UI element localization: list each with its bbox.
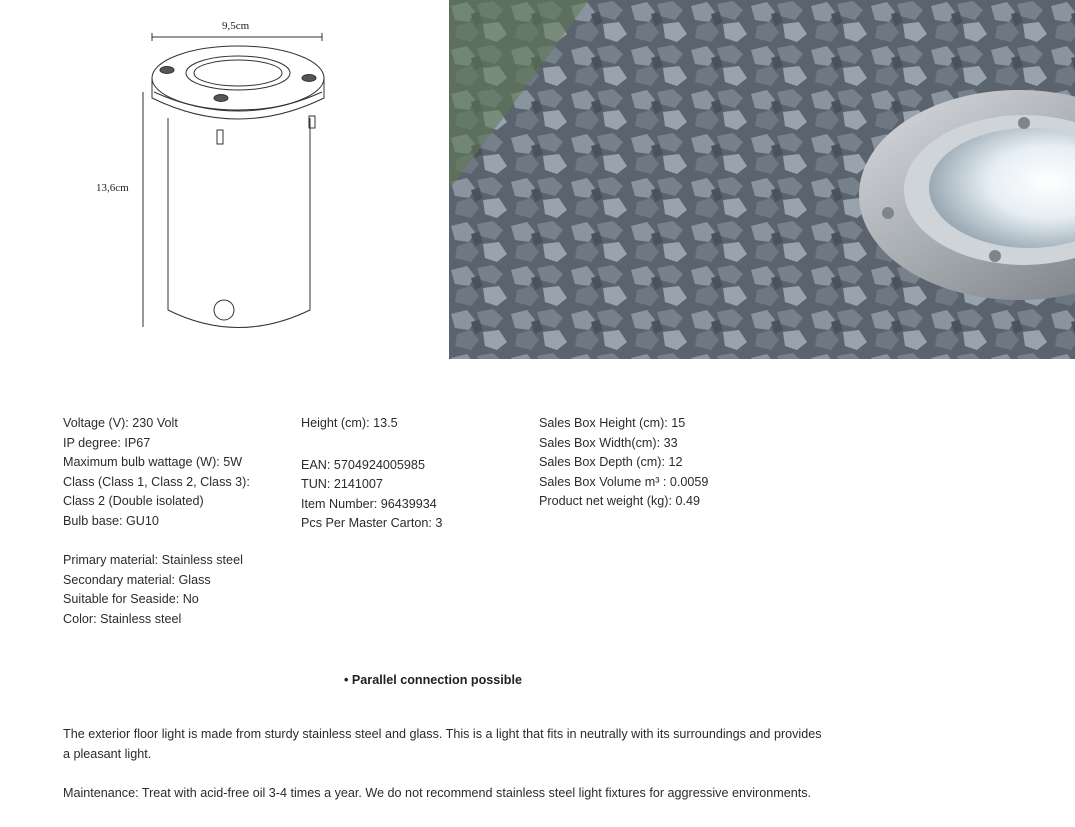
spec-box-volume: Sales Box Volume m³ : 0.0059 (539, 474, 709, 489)
maintenance-paragraph: Maintenance: Treat with acid-free oil 3-4 times a year. We do not recommend stainless steel light fixtures for aggressive environments. (63, 786, 812, 800)
product-photo (449, 0, 1075, 359)
spec-box-width: Sales Box Width(cm): 33 (539, 435, 678, 450)
spec-color: Color: Stainless steel (63, 611, 182, 626)
width-dimension-label: 9,5cm (222, 20, 250, 32)
spec-tun: TUN: 2141007 (301, 477, 383, 492)
spec-bulb-base: Bulb base: GU10 (63, 513, 159, 528)
spec-class-value: Class 2 (Double isolated) (63, 494, 204, 509)
spec-primary-material: Primary material: Stainless steel (63, 553, 243, 568)
spec-class-label: Class (Class 1, Class 2, Class 3): (63, 474, 250, 489)
specs-column-3 (539, 414, 708, 512)
specs-column-2 (301, 414, 442, 534)
spec-max-wattage: Maximum bulb wattage (W): 5W (63, 455, 243, 470)
spec-item-number: Item Number: 96439934 (301, 496, 437, 511)
spec-box-height: Sales Box Height (cm): 15 (539, 416, 686, 430)
lamp-outline-drawing (0, 0, 449, 359)
description-paragraph: The exterior floor light is made from sturdy stainless steel and glass. This is a light that fits in neutrally with its surroundings and provides a pleasant light. (63, 727, 822, 761)
feature-bullet: • Parallel connection possible (344, 673, 522, 687)
ground-light-in-gravel-image (449, 0, 1075, 359)
specs-column-1 (63, 414, 250, 630)
spec-height: Height (cm): 13.5 (301, 416, 398, 430)
spec-voltage: Voltage (V): 230 Volt (63, 416, 178, 430)
technical-drawing (0, 0, 449, 359)
spec-ean: EAN: 5704924005985 (301, 457, 425, 472)
spec-seaside: Suitable for Seaside: No (63, 592, 199, 607)
height-dimension-label: 13,6cm (96, 182, 129, 194)
spec-secondary-material: Secondary material: Glass (63, 572, 211, 587)
spec-net-weight: Product net weight (kg): 0.49 (539, 494, 701, 509)
spec-pcs-carton: Pcs Per Master Carton: 3 (301, 516, 443, 531)
spec-box-depth: Sales Box Depth (cm): 12 (539, 455, 683, 470)
spec-ip-degree: IP degree: IP67 (63, 435, 151, 450)
